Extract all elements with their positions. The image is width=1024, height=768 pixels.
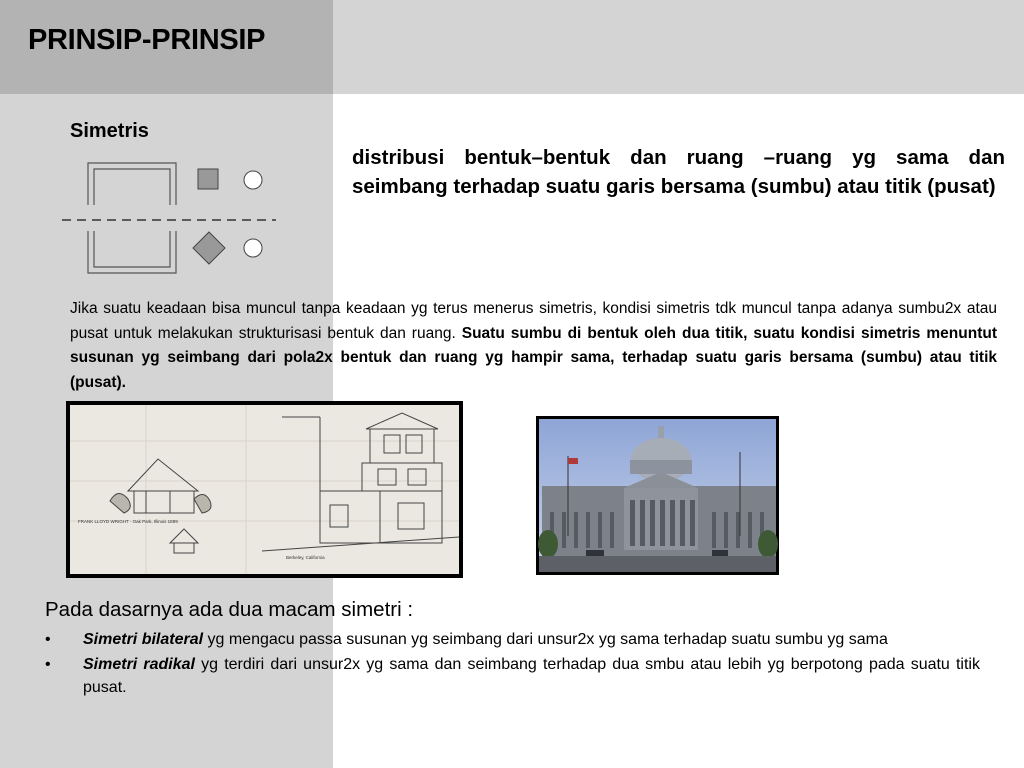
- subheading-simetris: Simetris: [70, 120, 149, 142]
- circle-shape-bottom: [244, 239, 262, 257]
- circle-shape-top: [244, 171, 262, 189]
- list-item-radikal: [45, 653, 980, 700]
- bullet-term-radikal: Simetri radikal: [83, 655, 195, 673]
- sketch-caption-left: FRANK LLOYD WRIGHT · Oak Park, Illinois 1889: [78, 519, 178, 524]
- square-shape: [198, 169, 218, 189]
- bottom-bracket-shape: [88, 231, 176, 273]
- bullet-marker: •: [45, 631, 51, 648]
- symmetry-types-heading: Pada dasarnya ada dua macam simetri :: [45, 598, 414, 621]
- top-right-band: [333, 0, 1024, 94]
- sketch-caption-right: Berkeley, California: [286, 555, 325, 560]
- symmetry-types-list: [45, 628, 980, 701]
- body-paragraph: [70, 297, 997, 395]
- symmetry-diagram: [58, 155, 283, 280]
- bullet-term-bilateral: Simetri bilateral: [83, 631, 204, 648]
- list-item-bilateral: [45, 628, 980, 652]
- bullet-text-bilateral: yg mengacu passa susunan yg seimbang dari unsur2x yg sama terhadap suatu sumbu yg sama: [203, 631, 888, 648]
- body-paragraph-normal: Jika suatu keadaan bisa muncul tanpa keadaan yg terus menerus simetris, kondisi simetris tdk muncul tanpa adanya sumbu2x atau pusat untuk melakukan strukturisasi bentuk dan ruang.: [70, 300, 997, 342]
- diamond-shape: [193, 232, 225, 264]
- symmetry-definition: distribusi bentuk–bentuk dan ruang –ruang yg sama dan seimbang terhadap suatu garis bersama (sumbu) atau titik (pusat): [352, 146, 1005, 198]
- bullet-text-radikal: yg terdiri dari unsur2x yg sama dan seimbang terhadap dua smbu atau lebih yg berpotong pada suatu titik pusat.: [83, 655, 980, 696]
- slide-title: PRINSIP-PRINSIP: [28, 24, 266, 56]
- bullet-marker: •: [45, 655, 51, 673]
- body-paragraph-bold: Suatu sumbu di bentuk oleh dua titik, suatu kondisi simetris menuntut susunan yg seimbang dari pola2x bentuk dan ruang yg hampir sama, terhadap suatu garis bersama (sumbu) atau titik (pusat).: [70, 324, 997, 391]
- capitol-building-photo: [536, 416, 779, 575]
- top-bracket-shape: [88, 163, 176, 205]
- architectural-sketch-image: [66, 401, 463, 578]
